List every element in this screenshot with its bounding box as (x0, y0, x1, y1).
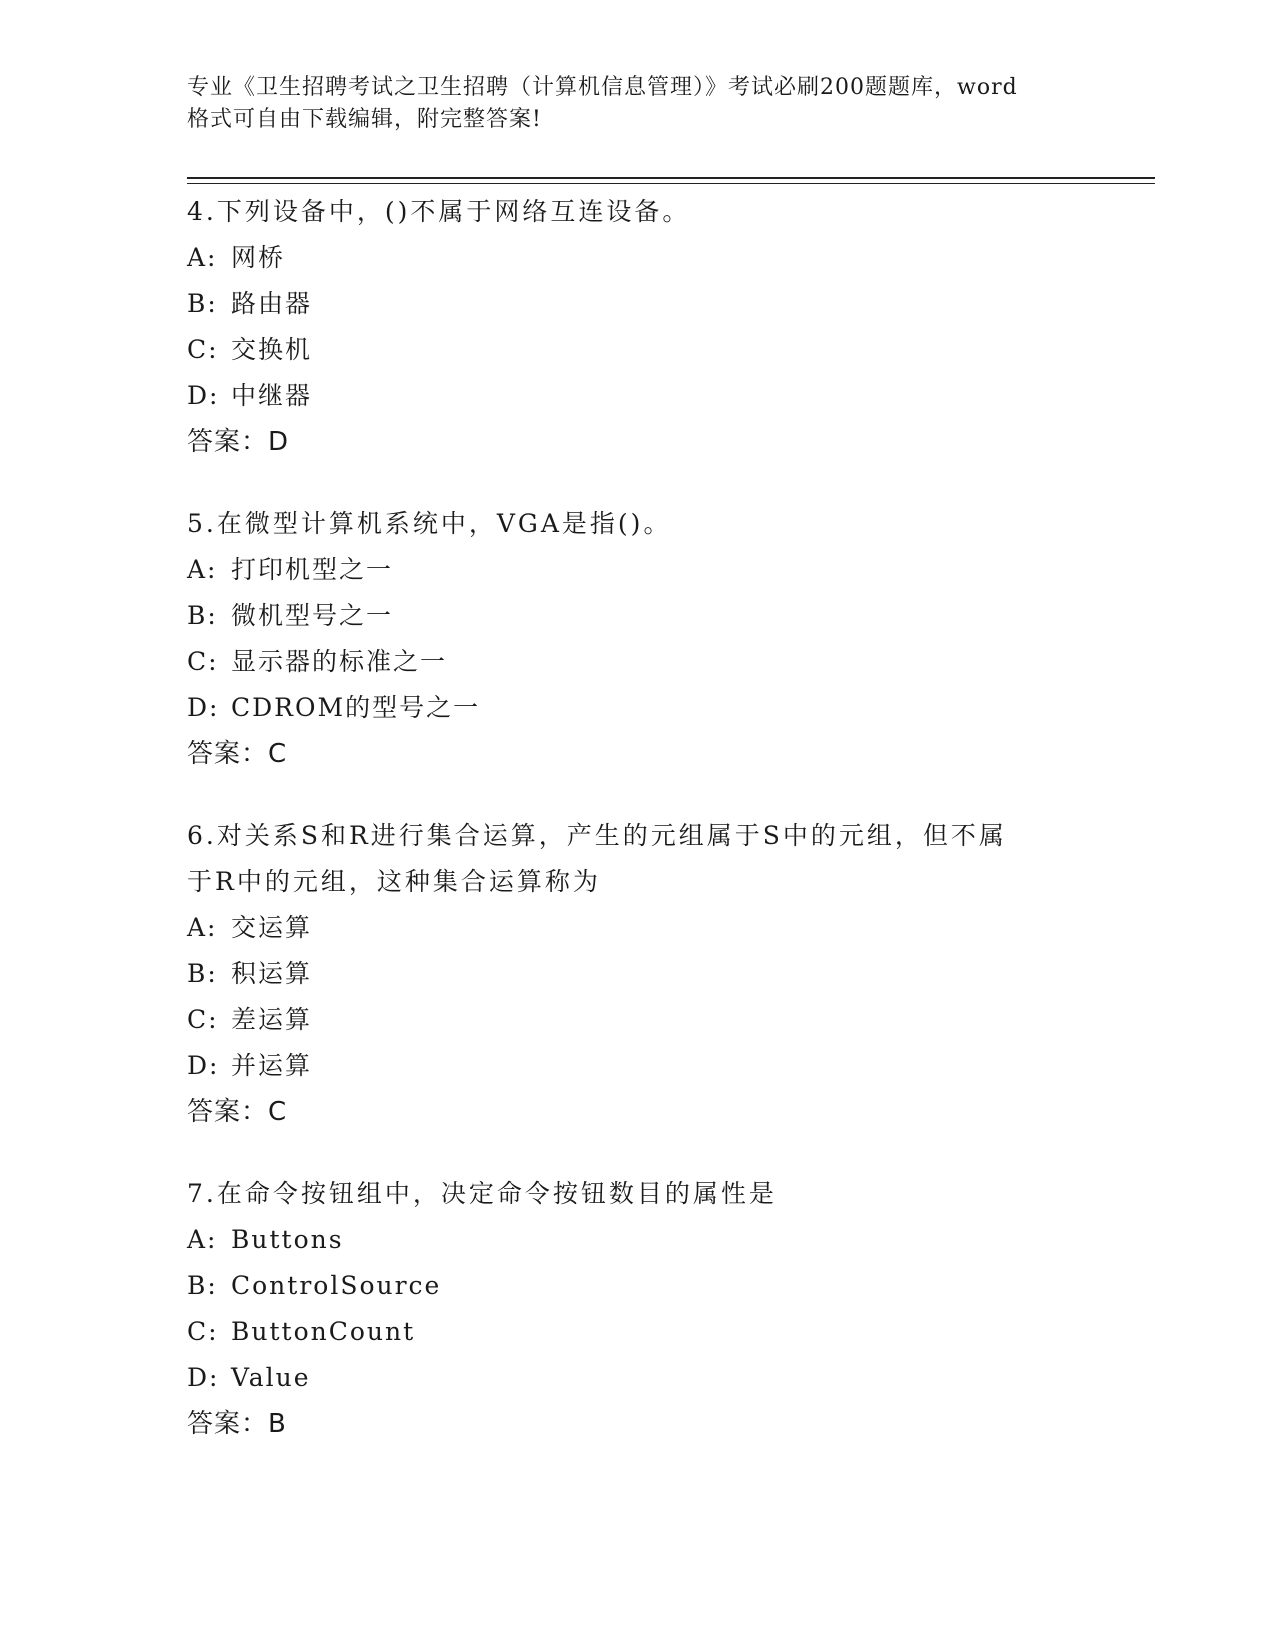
answer-label: 答案：C (187, 1097, 288, 1127)
question-item (187, 501, 1087, 777)
header-divider-thick (187, 177, 1155, 179)
option-text: 积运算 (231, 959, 313, 988)
option-d (187, 685, 1087, 731)
option-a (187, 547, 1087, 593)
option-prefix: B: (187, 959, 218, 988)
option-text: 交运算 (231, 913, 313, 942)
question-text-line-1: 6.对关系S和R进行集合运算，产生的元组属于S中的元组，但不属 (187, 821, 1007, 850)
option-text: Value (231, 1363, 311, 1392)
option-d (187, 1043, 1087, 1089)
option-d (187, 1355, 1087, 1401)
question-text-line-2: 于R中的元组，这种集合运算称为 (187, 867, 601, 896)
option-prefix: C: (187, 335, 219, 364)
answer-label: 答案：D (187, 427, 290, 457)
option-prefix: C: (187, 1317, 219, 1346)
option-text: ControlSource (231, 1271, 442, 1300)
answer-label: 答案：B (187, 1409, 287, 1439)
option-b (187, 951, 1087, 997)
option-prefix: B: (187, 289, 218, 318)
option-b (187, 281, 1087, 327)
option-text: 网桥 (231, 243, 286, 272)
header-divider-thin (187, 183, 1155, 184)
option-text: ButtonCount (231, 1317, 416, 1346)
option-prefix: A: (187, 913, 218, 942)
option-a (187, 1217, 1087, 1263)
option-text: 交换机 (231, 335, 313, 364)
option-text: 微机型号之一 (231, 601, 394, 630)
option-text: 路由器 (231, 289, 313, 318)
header-line-1: 专业《卫生招聘考试之卫生招聘（计算机信息管理）》考试必刷200题题库，word (187, 75, 1018, 100)
option-text: 中继器 (231, 381, 313, 410)
question-item (187, 189, 1087, 465)
option-prefix: A: (187, 1225, 218, 1254)
question-text: 7.在命令按钮组中，决定命令按钮数目的属性是 (187, 1179, 777, 1208)
option-prefix: D: (187, 1363, 220, 1392)
header-line-2: 格式可自由下载编辑，附完整答案! (187, 107, 542, 132)
option-prefix: A: (187, 555, 218, 584)
question-list (187, 189, 1087, 1483)
option-c (187, 997, 1087, 1043)
option-prefix: D: (187, 381, 220, 410)
option-prefix: C: (187, 647, 219, 676)
option-prefix: D: (187, 1051, 220, 1080)
option-prefix: D: (187, 693, 220, 722)
option-prefix: B: (187, 1271, 218, 1300)
option-b (187, 1263, 1087, 1309)
option-d (187, 373, 1087, 419)
option-c (187, 327, 1087, 373)
question-item (187, 1171, 1087, 1447)
option-text: CDROM的型号之一 (231, 693, 481, 722)
option-c (187, 639, 1087, 685)
question-text: 4.下列设备中，()不属于网络互连设备。 (187, 197, 691, 226)
option-text: 并运算 (231, 1051, 313, 1080)
option-prefix: B: (187, 601, 218, 630)
option-text: Buttons (231, 1225, 344, 1254)
option-text: 显示器的标准之一 (231, 647, 448, 676)
document-header (187, 72, 1087, 136)
option-text: 打印机型之一 (231, 555, 394, 584)
option-b (187, 593, 1087, 639)
option-text: 差运算 (231, 1005, 313, 1034)
option-a (187, 905, 1087, 951)
question-item (187, 813, 1087, 1135)
option-a (187, 235, 1087, 281)
option-prefix: A: (187, 243, 218, 272)
option-c (187, 1309, 1087, 1355)
question-text: 5.在微型计算机系统中，VGA是指()。 (187, 509, 672, 538)
answer-label: 答案：C (187, 739, 288, 769)
option-prefix: C: (187, 1005, 219, 1034)
